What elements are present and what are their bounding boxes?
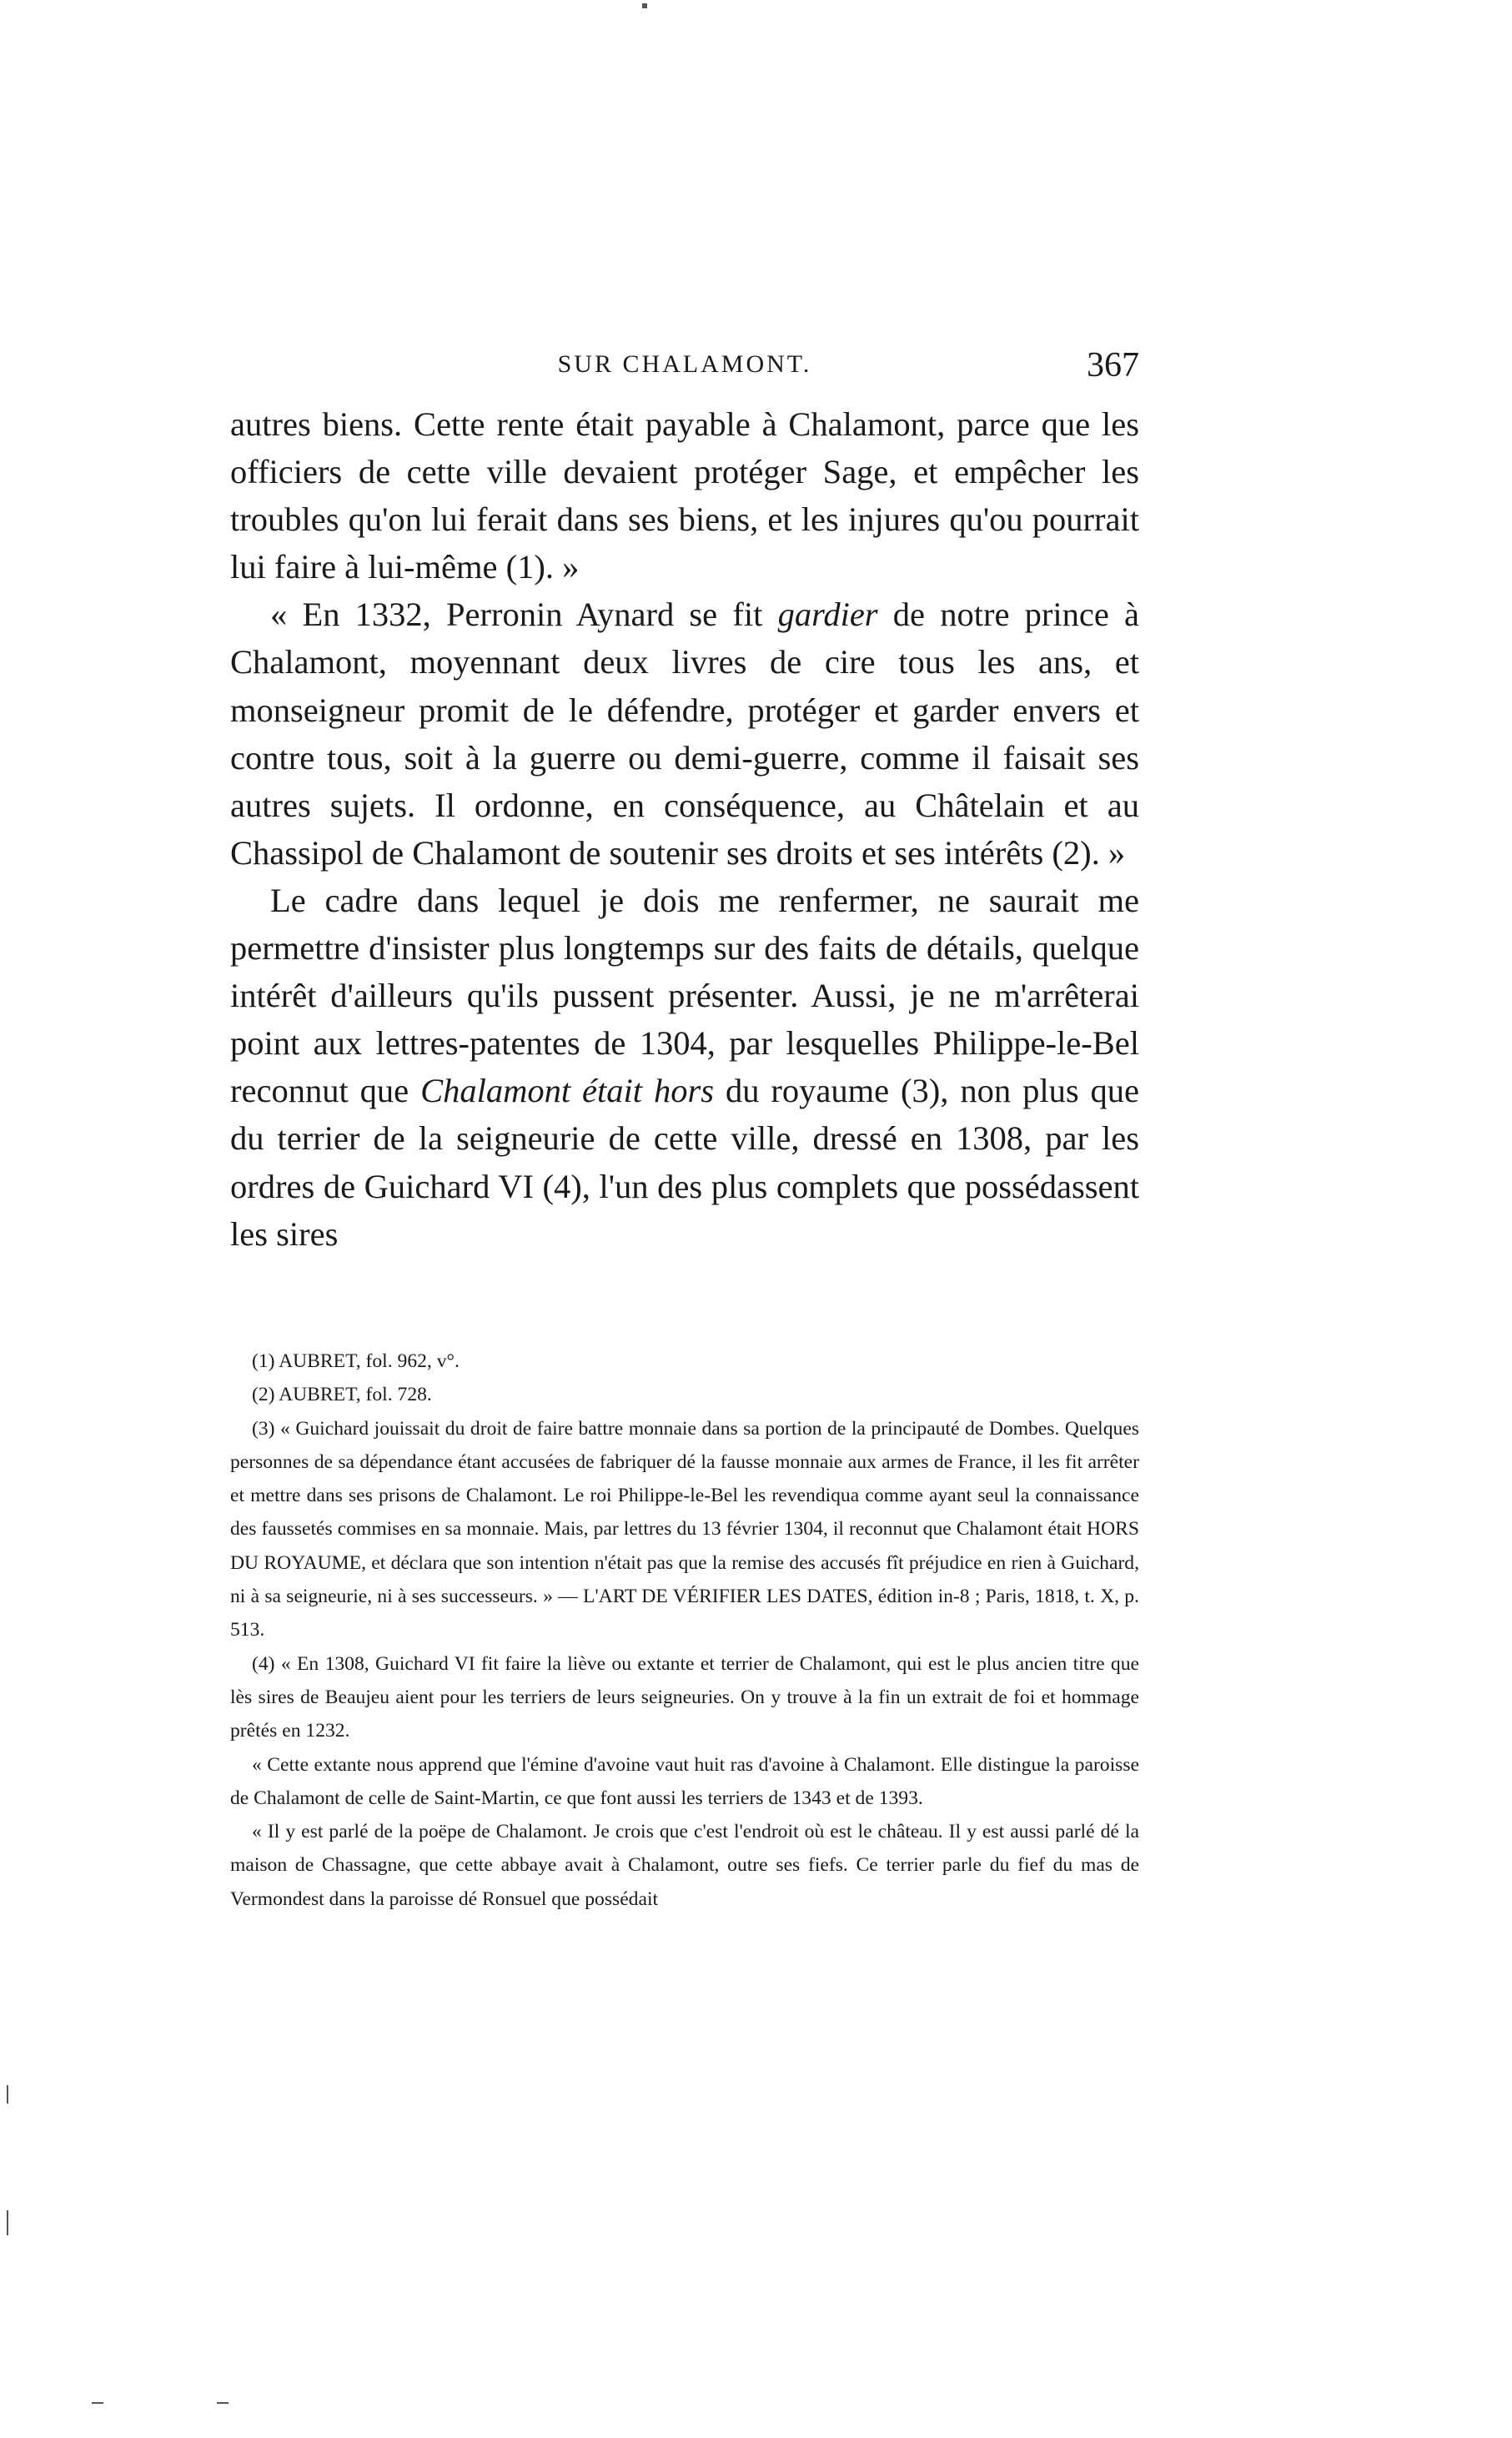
footnote-3: (3) « Guichard jouissait du droit de faire battre monnaie dans sa portion de la principauté de Dombes. Quelques personnes de sa dépendance étant accusées de fabriquer dé la fausse monnaie aux armes de France, il les fit arrêter et mettre dans ses prisons de Chalamont. Le roi Philippe-le-Bel les revendiqua comme ayant seul la connaissance des faussetés commises en sa monnaie. Mais, par lettres du 13 février 1304, il reconnut que Chalamont était HORS DU ROYAUME, et déclara que son intention n'était pas que la remise des accusés fît préjudice en rien à Guichard, ni à sa seigneurie, ni à ses successeurs. » — L'ART DE VÉRIFIER LES DATES, édition in-8 ; Paris, 1818, t. X, p. 513. bbox=[230, 1417, 1139, 1641]
paragraph-1: autres biens. Cette rente était payable à Chalamont, parce que les officiers de cette ville devaient protéger Sage, et empêcher les troubles qu'on lui ferait dans ses biens, et les injures qu'ou pourrait lui faire à lui-même (1). » bbox=[230, 405, 1139, 586]
paragraph-2-italic: gardier bbox=[777, 596, 878, 634]
paragraph-2 bbox=[230, 591, 1139, 877]
footnote-2: (2) AUBRET, fol. 728. bbox=[252, 1384, 432, 1406]
page-number: 367 bbox=[1087, 346, 1139, 385]
paragraph-3 bbox=[230, 877, 1139, 1258]
main-text bbox=[230, 400, 1139, 1258]
footnotes bbox=[230, 1345, 1139, 1916]
paragraph-3-italic: Chalamont était hors bbox=[420, 1072, 715, 1110]
paragraph-3-text-a: Le cadre dans lequel je dois me renfermer, ne saurait me permettre d'insister plus longtemps sur des faits de détails, quelque intérêt d'ailleurs qu'ils pussent présenter. Aussi, je ne m'arrêterai point aux lettres-patentes de 1304, par lesquelles Philippe-le-Bel reconnut que bbox=[230, 881, 1139, 1110]
paragraph-3-text-c: du royaume (3), non plus que du terrier de la seigneurie de cette ville, dressé en 1308, par les ordres de Guichard VI (4), l'un des plus complets que possédassent les sires bbox=[230, 1072, 1140, 1253]
paragraph-2-text-c: de notre prince à Chalamont, moyennant deux livres de cire tous les ans, et monseigneur promit de le défendre, protéger et garder envers et contre tous, soit à la guerre ou demi-guerre, comme il faisait ses autres sujets. Il ordonne, en conséquence, au Châtelain et au Chassipol de Chalamont de soutenir ses droits et ses intérêts (2). » bbox=[230, 596, 1140, 872]
page-header bbox=[230, 346, 1139, 392]
margin-mark bbox=[7, 2210, 8, 2235]
scan-edge-mark bbox=[217, 2402, 229, 2404]
footnote-1: (1) AUBRET, fol. 962, v°. bbox=[252, 1350, 460, 1372]
paragraph-2-text-a: « En 1332, Perronin Aynard se fit bbox=[270, 596, 778, 634]
scan-edge-mark bbox=[642, 3, 647, 8]
running-title: SUR CHALAMONT. bbox=[557, 350, 812, 378]
margin-mark bbox=[7, 2085, 8, 2104]
footnote-4-continued-1: « Cette extante nous apprend que l'émine d'avoine vaut huit ras d'avoine à Chalamont. Elle distingue la paroisse de Chalamont de celle de Saint-Martin, ce que font aussi les terriers de 1343 et de 1393. bbox=[230, 1753, 1139, 1809]
scan-edge-mark bbox=[92, 2402, 103, 2404]
footnote-4: (4) « En 1308, Guichard VI fit faire la liève ou extante et terrier de Chalamont, qui est le plus ancien titre que lès sires de Beaujeu aient pour les terriers de leurs seigneuries. On y trouve à la fin un extrait de foi et hommage prêtés en 1232. bbox=[230, 1652, 1139, 1742]
footnote-4-continued-2: « Il y est parlé de la poëpe de Chalamont. Je crois que c'est l'endroit où est le château. Il y est aussi parlé dé la maison de Chassagne, que cette abbaye avait à Chalamont, outre ses fiefs. Ce terrier parle du fief du mas de Vermondest dans la paroisse dé Ronsuel que possédait bbox=[230, 1821, 1139, 1910]
